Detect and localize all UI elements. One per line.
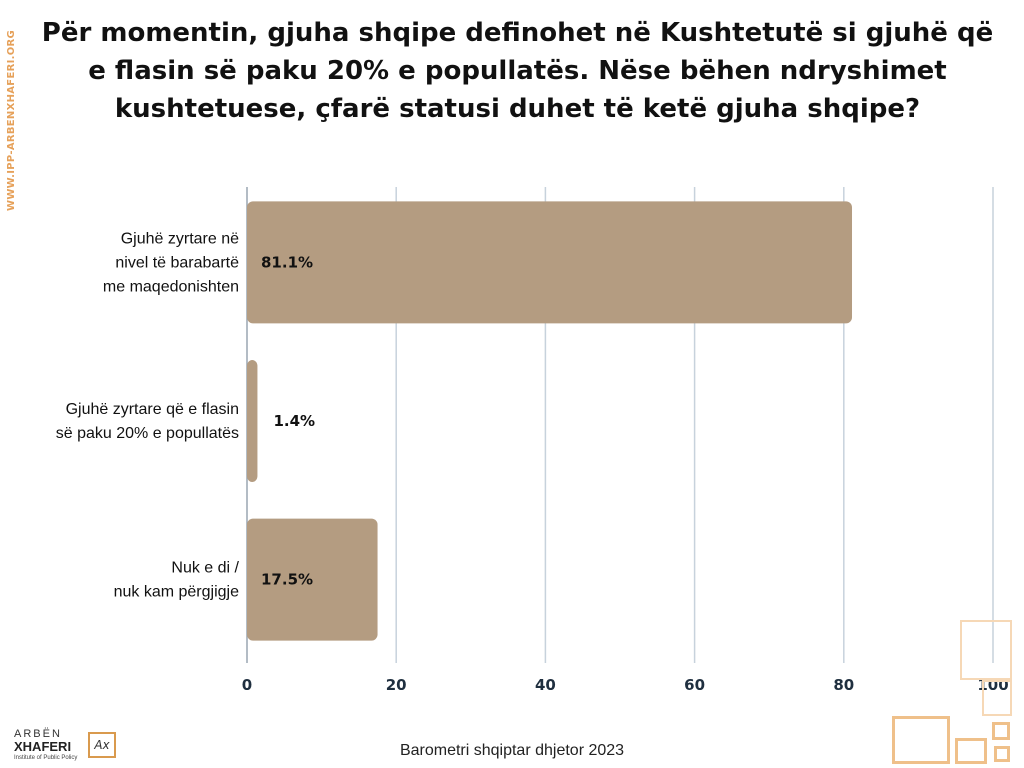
bar: [247, 360, 257, 482]
bar-value-label: 81.1%: [261, 253, 314, 272]
decorative-square: [960, 620, 1012, 680]
decorative-square: [992, 722, 1010, 740]
bar-value-label: 17.5%: [261, 570, 314, 589]
logo-name-top: ARBËN: [14, 728, 62, 740]
decorative-square: [994, 746, 1010, 762]
logo-signature-icon: Ax: [88, 732, 116, 758]
category-label: Gjuhë zyrtare që e flasin: [65, 401, 239, 418]
category-label: nivel të barabartë: [115, 254, 239, 272]
category-label: Gjuhë zyrtare në: [120, 230, 239, 248]
source-footer: Barometri shqiptar dhjetor 2023: [399, 742, 625, 759]
decorative-square: [982, 680, 1012, 716]
chart-title-line-2: e flasin së paku 20% e popullatës. Nëse bëhen ndryshimet: [88, 56, 947, 86]
institute-logo: [8, 728, 118, 764]
website-url-text: WWW.IPP-ARBENXHAFERI.ORG: [5, 29, 17, 211]
category-label: me maqedonishten: [102, 278, 239, 296]
logo-name-bottom: XHAFERI: [14, 739, 72, 754]
decorative-square: [892, 716, 950, 764]
x-tick-label: 20: [385, 676, 407, 694]
logo-subtitle: Institute of Public Policy: [14, 755, 78, 761]
x-tick-label: 40: [534, 676, 556, 694]
decorative-square: [955, 738, 987, 764]
category-label: nuk kam përgjigje: [113, 583, 239, 601]
category-label: së paku 20% e popullatës: [55, 425, 239, 442]
x-tick-label: 0: [241, 676, 253, 694]
bar: [247, 201, 852, 323]
category-label: Nuk e di /: [171, 559, 239, 577]
chart-title-line-3: kushtetuese, çfarë statusi duhet të ketë gjuha shqipe?: [114, 94, 921, 124]
chart-title-line-1: Për momentin, gjuha shqipe definohet në Kushtetutë si gjuhë që: [41, 18, 994, 48]
x-tick-label: 60: [684, 676, 706, 694]
x-tick-label: 100: [977, 676, 1009, 694]
bar-value-label: 1.4%: [273, 412, 316, 430]
x-tick-label: 80: [833, 676, 855, 694]
